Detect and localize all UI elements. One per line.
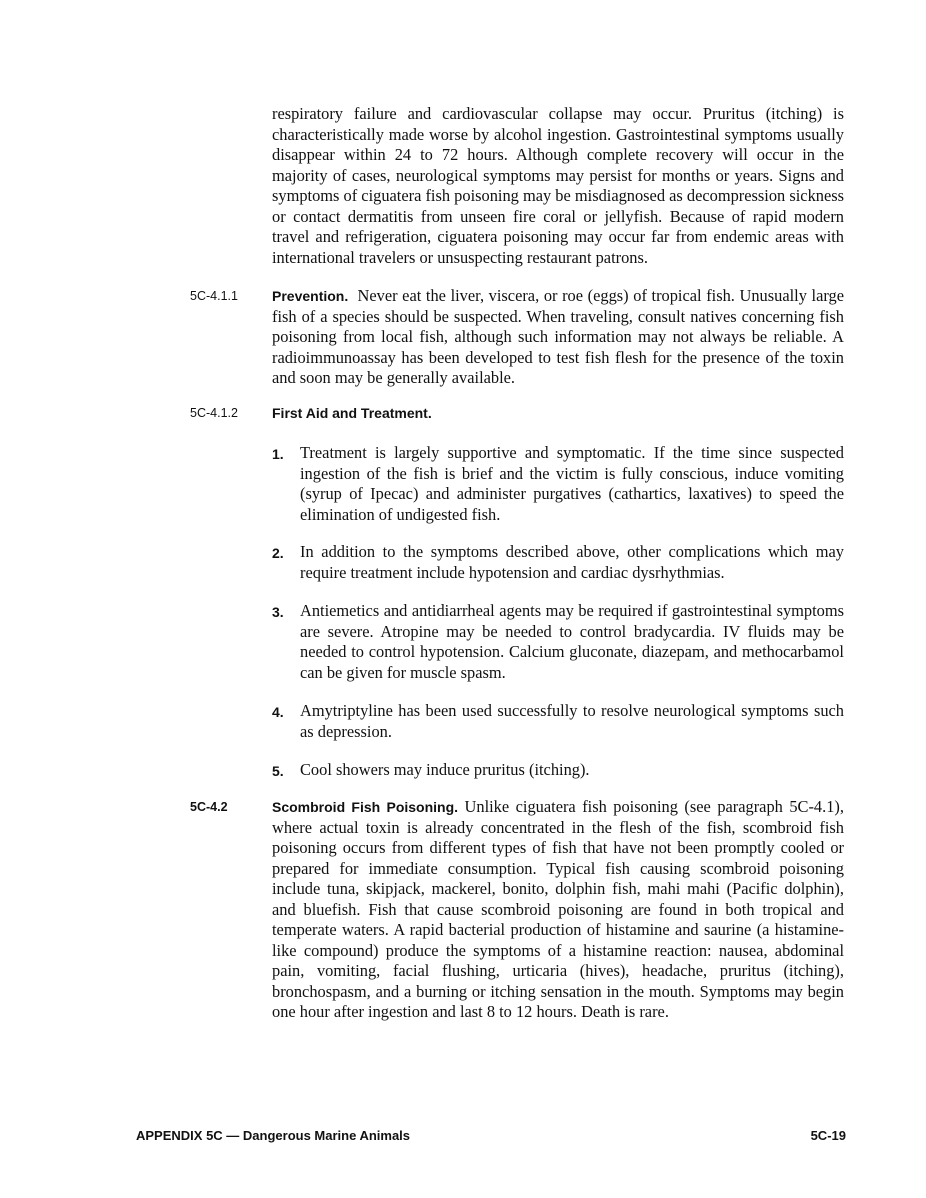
list-item-text: In addition to the symptoms described above, other complications which may require treatment include hypotension and cardiac dysrhythmias. [300, 542, 844, 582]
page-number: 5C-19 [810, 1128, 846, 1143]
section-number-scombroid: 5C-4.2 [190, 800, 228, 814]
list-item-text: Amytriptyline has been used successfully to resolve neurological symptoms such as depression. [300, 701, 844, 741]
list-item-number: 2. [272, 545, 284, 561]
scombroid-text: Unlike ciguatera fish poisoning (see paragraph 5C-4.1), where actual toxin is already concentrated in the flesh of the fish, scombroid fish poisoning occurs from different types of fish that have not been promptly cooled or prepared for immediate consumption. Typical fish causing scombroid poisoning include tuna, skipjack, mackerel, bonito, dolphin fish, mahi mahi (Pacific dolphin), and bluefish. Fish that cause scombroid poisoning are found in both tropical and temperate waters. A rapid bacterial production of histamine and saurine (a histamine-like compound) produce the symptoms of a histamine reaction: nausea, abdominal pain, vomiting, facial flushing, urticaria (hives), headache, pruritus (itching), bronchospasm, and a burning or itching sensation in the mouth. Symptoms may begin one hour after ingestion and last 8 to 12 hours. Death is rare. [272, 797, 844, 1021]
scombroid-heading: Scombroid Fish Poisoning. [272, 799, 459, 815]
list-item [272, 542, 844, 583]
list-item-number: 3. [272, 604, 284, 620]
list-item-number: 4. [272, 704, 284, 720]
list-item-text: Cool showers may induce pruritus (itching). [300, 760, 590, 779]
section-number-prevention: 5C-4.1.1 [190, 289, 238, 303]
scombroid-paragraph [272, 797, 844, 1023]
list-item-text: Treatment is largely supportive and symptomatic. If the time since suspected ingestion of the fish is brief and the victim is fully conscious, induce vomiting (syrup of Ipecac) and administer purgatives (cathartics, laxatives) to speed the elimination of undigested fish. [300, 443, 844, 524]
prevention-heading: Prevention. [272, 288, 349, 304]
list-item-number: 5. [272, 763, 284, 779]
list-item-text: Antiemetics and antidiarrheal agents may be required if gastrointestinal symptoms are severe. Atropine may be needed to control bradycardia. IV fluids may be needed to control hypotension. Calcium gluconate, diazepam, and methocarbamol can be given for muscle spasm. [300, 601, 844, 682]
section-number-first-aid: 5C-4.1.2 [190, 406, 238, 420]
prevention-paragraph [272, 286, 844, 389]
list-item-number: 1. [272, 446, 284, 462]
list-item [272, 701, 844, 742]
list-item [272, 601, 844, 683]
list-item [272, 760, 844, 781]
first-aid-heading: First Aid and Treatment. [272, 405, 432, 421]
footer-title: APPENDIX 5C — Dangerous Marine Animals [136, 1128, 411, 1143]
intro-paragraph: respiratory failure and cardiovascular collapse may occur. Pruritus (itching) is characteristically made worse by alcohol ingestion. Gastrointestinal symptoms usually disappear within 24 to 72 hours. Although complete recovery will occur in the majority of cases, neurological symptoms may persist for months or years. Signs and symptoms of ciguatera fish poisoning may be misdiagnosed as decompression sickness or contact dermatitis from unseen fire coral or jellyfish. Because of rapid modern travel and refrigeration, ciguatera poisoning may occur far from endemic areas with international travelers or unsuspecting restaurant patrons. [272, 104, 844, 267]
prevention-text: Never eat the liver, viscera, or roe (eggs) of tropical fish. Unusually large fish of a species should be suspected. When traveling, consult natives concerning fish poisoning from local fish, although such information may not always be reliable. A radioimmunoassay has been developed to test fish flesh for the presence of the toxin and soon may be generally available. [272, 286, 844, 387]
list-item [272, 443, 844, 525]
